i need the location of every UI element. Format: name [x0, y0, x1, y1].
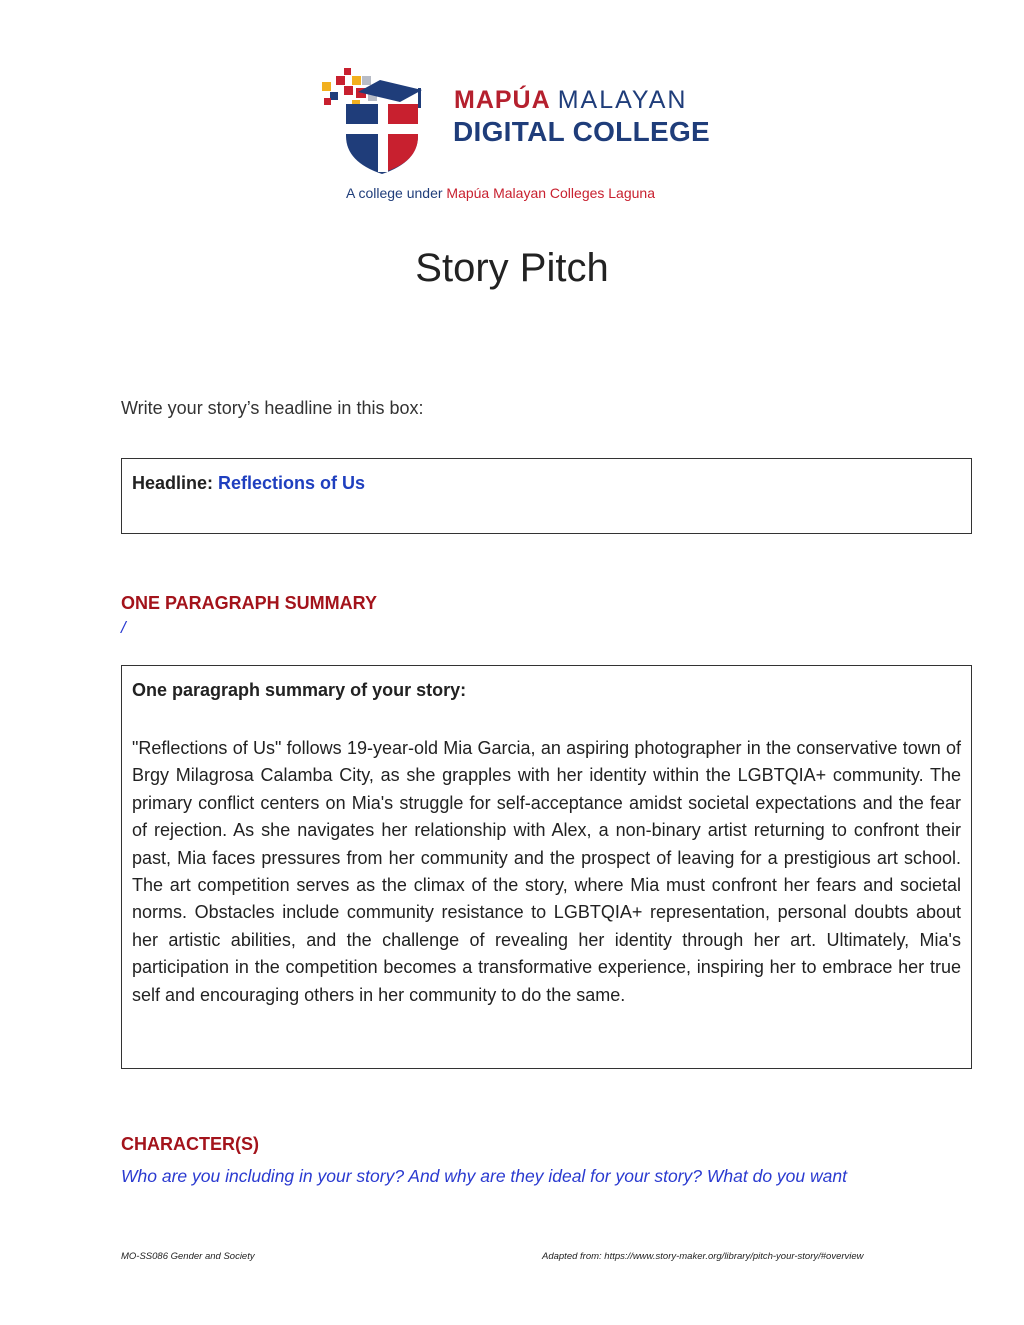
characters-question: Who are you including in your story? And why are they ideal for your story? What do you want	[121, 1166, 847, 1186]
page-title: Story Pitch	[415, 246, 609, 290]
summary-note: /	[121, 618, 126, 637]
footer-source: Adapted from: https://www.story-maker.org/library/pitch-your-story/#overview	[542, 1251, 864, 1262]
summary-heading: ONE PARAGRAPH SUMMARY	[121, 593, 378, 613]
shield-crest-icon	[322, 66, 442, 176]
headline-label: Headline:	[132, 473, 219, 493]
footer-course: MO-SS086 Gender and Society	[121, 1251, 255, 1262]
college-logo	[322, 66, 711, 206]
summary-box-label: One paragraph summary of your story:	[132, 680, 467, 700]
headline-line	[132, 473, 365, 494]
summary-paragraph: "Reflections of Us" follows 19-year-old Mia Garcia, an aspiring photographer in the conservative town of Brgy Milagrosa Calamba City, as she grapples with her identity within the LGBTQIA+ community. The primary conflict centers on Mia's struggle for self-acceptance amidst societal expectations and the fear of rejection. As she navigates her relationship with Alex, a non-binary artist returning to confront their past, Mia faces pressures from her community and the prospect of leaving for a prestigious art school. The art competition serves as the climax of the story, where Mia must confront her fears and societal norms. Obstacles include community resistance to LGBTQIA+ representation, personal doubts about her artistic abilities, and the challenge of revealing her identity through her art. Ultimately, Mia's participation in the competition becomes a transformative experience, inspiring her to embrace her true self and encouraging others in her community to do the same.	[132, 738, 961, 1005]
characters-heading: CHARACTER(S)	[121, 1134, 259, 1154]
headline-prompt: Write your story’s headline in this box:	[121, 398, 424, 418]
logo-subline: A college under Mapúa Malayan Colleges Laguna	[346, 185, 655, 201]
summary-box[interactable]	[121, 665, 972, 1069]
brand-name-line2: DIGITAL COLLEGE	[453, 116, 711, 147]
brand-name-line1: MAPÚA MALAYAN	[454, 86, 688, 114]
headline-box[interactable]	[121, 458, 972, 534]
headline-value: Reflections of Us	[218, 473, 366, 493]
